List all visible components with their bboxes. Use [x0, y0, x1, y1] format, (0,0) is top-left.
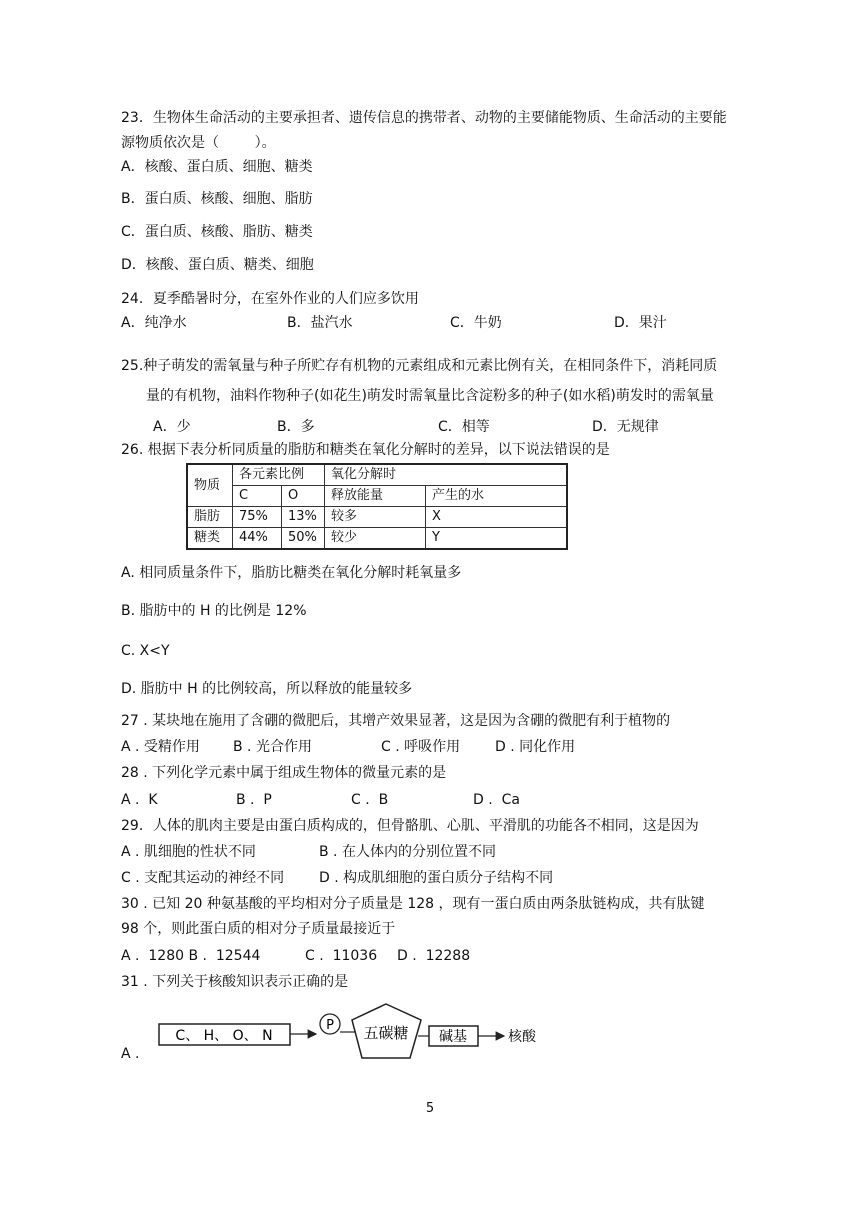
- q28-option-a: A . K: [121, 792, 158, 808]
- q30-stem-line1: 30 . 已知 20 种氨基酸的平均相对分子质量是 128 ，现有一蛋白质由两条肽链构成，共有肽键: [121, 896, 705, 912]
- table-cell-name: 糖类: [187, 528, 233, 550]
- table-cell-water: X: [426, 507, 568, 528]
- table-header-ratio: 各元素比例: [233, 464, 325, 486]
- q25-option-d: D．无规律: [592, 419, 659, 435]
- q31-stem: 31 . 下列关于核酸知识表示正确的是: [121, 974, 349, 990]
- q28-option-c: C . B: [351, 792, 389, 808]
- table-cell-water: Y: [426, 528, 568, 550]
- q28-option-d: D . Ca: [473, 792, 520, 808]
- q23-stem-line2: 源物质依次是（ ）。: [121, 135, 276, 151]
- q24-option-d: D．果汁: [614, 315, 667, 331]
- table-header-water: 产生的水: [426, 486, 568, 507]
- q29-stem: 29．人体的肌肉主要是由蛋白质构成的，但骨骼肌、心肌、平滑肌的功能各不相同，这是因为: [121, 818, 699, 834]
- q25-option-b: B．多: [277, 419, 315, 435]
- pentose-label: 五碳糖: [363, 1024, 409, 1042]
- q30-option-c: C . 11036: [305, 948, 378, 964]
- q27-stem: 27 . 某块地在施用了含硼的微肥后，其增产效果显著，这是因为含硼的微肥有利于植物的: [121, 713, 671, 729]
- q23-option-a: A．核酸、蛋白质、细胞、糖类: [121, 159, 313, 175]
- q26-option-c: C. X<Y: [121, 643, 170, 659]
- phosphate-label: P: [326, 1018, 334, 1033]
- q26-option-d: D. 脂肪中 H 的比例较高，所以释放的能量较多: [121, 681, 413, 697]
- table-header-substance: 物质: [187, 464, 233, 507]
- q26-data-table: [186, 463, 568, 550]
- table-cell-name: 脂肪: [187, 507, 233, 528]
- q23-option-b: B．蛋白质、核酸、细胞、脂肪: [121, 191, 313, 207]
- table-cell-energy: 较多: [325, 507, 426, 528]
- q29-option-c: C . 支配其运动的神经不同: [121, 870, 285, 886]
- table-header-energy: 释放能量: [325, 486, 426, 507]
- table-cell-o: 13%: [282, 507, 325, 528]
- q30-stem-line2: 98 个，则此蛋白质的相对分子质量最接近于: [121, 921, 396, 937]
- q27-option-d: D . 同化作用: [495, 739, 576, 755]
- q24-stem: 24．夏季酷暑时分，在室外作业的人们应多饮用: [121, 291, 419, 307]
- q31-option-a-label: A .: [121, 1046, 140, 1062]
- table-cell-c: 75%: [233, 507, 282, 528]
- q26-option-b: B. 脂肪中的 H 的比例是 12%: [121, 603, 307, 619]
- q25-stem-line1: 25.种子萌发的需氧量与种子所贮存有机物的元素组成和元素比例有关，在相同条件下，消耗同质: [121, 358, 718, 374]
- q27-option-a: A . 受精作用: [121, 739, 200, 755]
- table-row: [187, 528, 567, 550]
- q23-option-c: C．蛋白质、核酸、脂肪、糖类: [121, 224, 313, 240]
- q25-stem-line2: 量的有机物，油料作物种子(如花生)萌发时需氧量比含淀粉多的种子(如水稻)萌发时的需氧量: [146, 388, 714, 404]
- table-cell-energy: 较少: [325, 528, 426, 550]
- table-header-c: C: [233, 486, 282, 507]
- table-row: [187, 507, 567, 528]
- q24-option-c: C．牛奶: [450, 315, 502, 331]
- base-label: 碱基: [439, 1029, 467, 1045]
- table-header-oxidation: 氧化分解时: [325, 464, 568, 486]
- q26-stem: 26. 根据下表分析同质量的脂肪和糖类在氧化分解时的差异，以下说法错误的是: [121, 442, 610, 458]
- q30-option-a-b: A . 1280 B . 12544: [121, 948, 261, 964]
- nucleic-acid-diagram: [140, 1000, 560, 1070]
- q30-option-d: D . 12288: [397, 948, 471, 964]
- page-number: 5: [425, 1101, 435, 1116]
- q25-option-a: A．少: [153, 419, 191, 435]
- table-cell-c: 44%: [233, 528, 282, 550]
- q29-option-d: D . 构成肌细胞的蛋白质分子结构不同: [319, 870, 554, 886]
- table-cell-o: 50%: [282, 528, 325, 550]
- q27-option-c: C . 呼吸作用: [381, 739, 461, 755]
- q24-option-a: A．纯净水: [121, 315, 187, 331]
- q29-option-b: B . 在人体内的分别位置不同: [319, 844, 496, 860]
- table-header-o: O: [282, 486, 325, 507]
- q24-option-b: B．盐汽水: [287, 315, 353, 331]
- q28-stem: 28 . 下列化学元素中属于组成生物体的微量元素的是: [121, 765, 447, 781]
- q26-option-a: A. 相同质量条件下，脂肪比糖类在氧化分解时耗氧量多: [121, 565, 462, 581]
- nucleic-acid-label: 核酸: [508, 1029, 536, 1045]
- q29-option-a: A . 肌细胞的性状不同: [121, 844, 256, 860]
- q23-option-d: D．核酸、蛋白质、糖类、细胞: [121, 257, 314, 273]
- q27-option-b: B . 光合作用: [233, 739, 312, 755]
- elements-label: C、 H、 O、 N: [175, 1028, 273, 1044]
- q23-stem-line1: 23．生物体生命活动的主要承担者、遗传信息的携带者、动物的主要储能物质、生命活动的主要能: [121, 110, 727, 126]
- q28-option-b: B . P: [236, 792, 272, 808]
- q25-option-c: C．相等: [438, 419, 490, 435]
